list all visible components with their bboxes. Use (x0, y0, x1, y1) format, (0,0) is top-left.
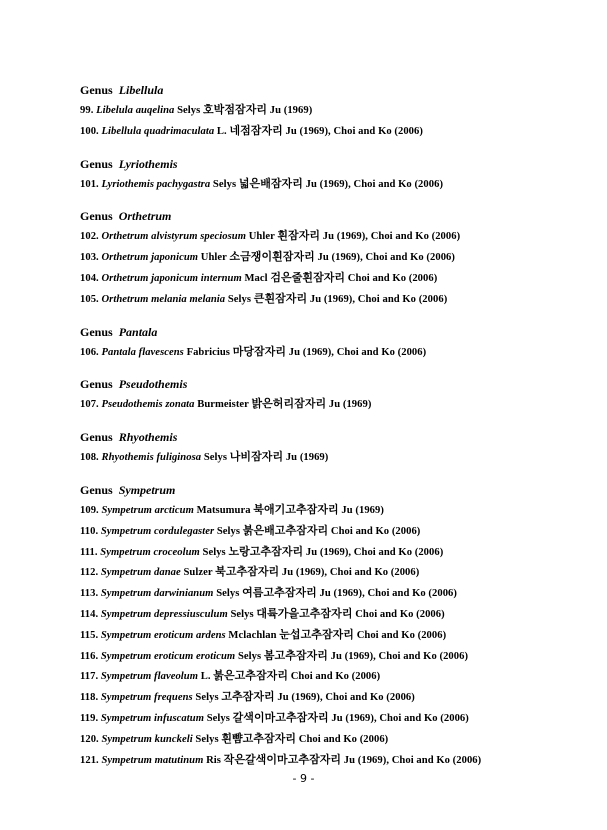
references: Ju (1969), Choi and Ko (2006) (305, 546, 444, 558)
entry-number: 109. (80, 504, 99, 516)
species-name: Libelula auqelina (96, 105, 175, 116)
genus-name: Rhyothemis (118, 430, 178, 445)
species-entry (80, 247, 580, 268)
species-name: Sympetrum darwinianum (100, 588, 214, 600)
korean-name: 북애기고추잠자리 (253, 502, 339, 516)
species-name: Orthetrum alvistyrum speciosum (101, 231, 246, 243)
korean-name: 네점잠자리 (229, 123, 283, 137)
references: Choi and Ko (2006) (290, 671, 381, 683)
species-name: Sympetrum eroticum ardens (100, 629, 226, 641)
references: Ju (1969), Choi and Ko (2006) (343, 754, 482, 766)
author-name: L. (216, 125, 227, 137)
references: Ju (1969), Choi and Ko (2006) (277, 692, 415, 704)
entry-number: 101. (80, 178, 99, 190)
korean-name: 봄고추잠자리 (263, 648, 328, 662)
genus-heading (80, 208, 580, 224)
entry-number: 114. (80, 608, 99, 620)
author-name: Sulzer (183, 567, 213, 579)
species-name: Sympetrum arcticum (101, 504, 194, 516)
species-entry (80, 708, 580, 729)
genus-heading (80, 82, 580, 98)
korean-name: 대륙가을고추잠자리 (256, 606, 353, 620)
references: Ju (1969) (328, 399, 372, 411)
author-name: Selys (202, 546, 226, 558)
korean-name: 소금쟁이흰잠자리 (229, 250, 315, 264)
species-name: Sympetrum matutinum (101, 754, 204, 766)
author-name: Selys (195, 733, 219, 745)
genus-name: Orthetrum (118, 209, 172, 224)
document-body (80, 82, 580, 784)
author-name: Selys (237, 650, 262, 662)
entry-number: 112. (80, 567, 99, 579)
korean-name: 붉은고추잠자리 (213, 669, 289, 683)
genus-section (80, 482, 580, 770)
references: Ju (1969), Choi and Ko (2006) (317, 252, 455, 264)
korean-name: 붉은배고추잠자리 (242, 523, 329, 537)
korean-name: 갈색이마고추잠자리 (232, 710, 329, 724)
entry-number: 121. (80, 754, 99, 766)
korean-name: 여름고추잠자리 (242, 586, 317, 600)
korean-name: 북고추잠자리 (215, 565, 280, 579)
species-name: Sympetrum flaveolum (100, 671, 199, 683)
korean-name: 호박점잠자리 (202, 103, 268, 116)
references: Choi and Ko (2006) (356, 629, 447, 641)
korean-name: 노랑고추잠자리 (228, 544, 304, 558)
entry-number: 105. (80, 293, 99, 305)
species-name: Sympetrum cordulegaster (100, 525, 215, 537)
genus-heading (80, 482, 580, 498)
species-entry (80, 500, 580, 521)
genus-name: Lyriothemis (118, 156, 178, 171)
species-name: Sympetrum depressiusculum (100, 608, 228, 620)
species-entry (80, 646, 580, 667)
genus-heading (80, 429, 580, 445)
references: Ju (1969), Choi and Ko (2006) (288, 346, 427, 358)
genus-section (80, 324, 580, 363)
references: Choi and Ko (2006) (347, 272, 438, 284)
author-name: Selys (216, 525, 241, 537)
genus-prefix: Genus (80, 430, 113, 445)
entry-number: 104. (80, 272, 99, 284)
author-name: Matsumura (196, 504, 251, 516)
species-entry (80, 342, 580, 363)
species-entry (80, 562, 580, 583)
species-entry (80, 394, 580, 415)
author-name: Burmeister (197, 399, 249, 411)
species-name: Lyriothemis pachygastra (101, 178, 211, 190)
species-entry (80, 625, 580, 646)
genus-section (80, 208, 580, 309)
references: Ju (1969), Choi and Ko (2006) (331, 712, 469, 724)
genus-name: Sympetrum (118, 482, 176, 497)
entry-number: 115. (80, 629, 99, 641)
author-name: L. (200, 671, 211, 683)
entry-number: 110. (80, 525, 99, 537)
genus-name: Pseudothemis (118, 377, 188, 392)
genus-heading (80, 156, 580, 172)
entry-number: 102. (80, 231, 99, 243)
species-entry (80, 542, 580, 563)
genus-section (80, 82, 580, 142)
species-entry (80, 666, 580, 687)
species-name: Orthetrum japonicum internum (101, 272, 242, 284)
entry-number: 111. (80, 546, 98, 558)
korean-name: 나비잠자리 (229, 450, 284, 464)
entry-number: 107. (80, 399, 99, 411)
author-name: Selys (212, 178, 237, 190)
species-entry (80, 100, 580, 121)
genus-prefix: Genus (80, 209, 113, 224)
species-name: Orthetrum melania melania (101, 293, 226, 305)
species-name: Orthetrum japonicum (101, 252, 199, 264)
entry-number: 100. (80, 125, 99, 137)
references: Ju (1969), Choi and Ko (2006) (330, 650, 469, 662)
korean-name: 고추잠자리 (221, 690, 275, 704)
author-name: Ris (206, 754, 221, 766)
species-name: Sympetrum frequens (100, 692, 193, 704)
entry-number: 108. (80, 452, 99, 464)
genus-section (80, 376, 580, 415)
korean-name: 큰흰잠자리 (253, 291, 308, 305)
references: Ju (1969) (285, 452, 329, 464)
korean-name: 마당잠자리 (232, 344, 287, 358)
genus-prefix: Genus (80, 377, 113, 392)
references: Ju (1969) (341, 504, 384, 516)
species-name: Sympetrum croceolum (100, 546, 200, 558)
korean-name: 밝은허리잠자리 (251, 397, 327, 411)
author-name: Selys (230, 608, 254, 620)
species-entry (80, 583, 580, 604)
page-number: - 9 - (292, 772, 315, 785)
author-name: Macl (244, 272, 268, 284)
references: Choi and Ko (2006) (298, 733, 389, 745)
references: Ju (1969), Choi and Ko (2006) (285, 125, 423, 137)
species-name: Sympetrum infuscatum (100, 712, 204, 724)
references: Ju (1969), Choi and Ko (2006) (305, 178, 444, 190)
author-name: Selys (203, 452, 228, 464)
entry-number: 120. (80, 733, 99, 745)
author-name: Selys (195, 692, 219, 704)
author-name: Mclachlan (228, 629, 277, 641)
entry-number: 117. (80, 671, 99, 683)
entry-number: 99. (80, 105, 94, 116)
species-name: Sympetrum eroticum eroticum (100, 650, 236, 662)
entry-number: 103. (80, 252, 99, 264)
korean-name: 작은갈색이마고추잠자리 (223, 752, 342, 766)
references: Ju (1969) (269, 105, 313, 116)
author-name: Uhler (248, 231, 275, 243)
korean-name: 넓은배잠자리 (238, 176, 303, 190)
species-name: Sympetrum kunckeli (101, 733, 193, 745)
korean-name: 검은줄흰잠자리 (270, 270, 346, 284)
author-name: Selys (206, 712, 230, 724)
author-name: Uhler (200, 252, 227, 264)
genus-section (80, 156, 580, 195)
species-name: Libellula quadrimaculata (101, 125, 215, 137)
genus-section (80, 429, 580, 468)
species-entry (80, 750, 580, 771)
species-entry (80, 289, 580, 310)
author-name: Selys (177, 105, 201, 116)
korean-name: 흰잠자리 (277, 229, 321, 243)
genus-prefix: Genus (80, 482, 113, 497)
entry-number: 106. (80, 346, 99, 358)
species-entry (80, 268, 580, 289)
species-entry (80, 729, 580, 750)
species-entry (80, 226, 580, 247)
genus-name: Libellula (118, 83, 164, 97)
korean-name: 눈섭고추잠자리 (279, 627, 354, 641)
references: Ju (1969), Choi and Ko (2006) (322, 231, 461, 243)
entry-number: 113. (80, 588, 99, 600)
genus-heading (80, 376, 580, 392)
genus-prefix: Genus (80, 156, 113, 171)
references: Ju (1969), Choi and Ko (2006) (281, 567, 420, 579)
references: Ju (1969), Choi and Ko (2006) (319, 588, 457, 600)
species-entry (80, 174, 580, 195)
entry-number: 119. (80, 712, 99, 724)
species-name: Rhyothemis fuliginosa (101, 452, 202, 464)
entry-number: 116. (80, 650, 99, 662)
korean-name: 흰뺨고추잠자리 (221, 731, 297, 745)
species-entry (80, 447, 580, 468)
species-entry (80, 121, 580, 142)
genus-prefix: Genus (80, 83, 113, 97)
genus-prefix: Genus (80, 324, 113, 339)
species-entry (80, 687, 580, 708)
references: Choi and Ko (2006) (355, 608, 445, 620)
author-name: Selys (216, 588, 240, 600)
species-entry (80, 604, 580, 625)
species-name: Pantala flavescens (101, 346, 184, 358)
references: Choi and Ko (2006) (330, 525, 421, 537)
author-name: Fabricius (186, 346, 230, 358)
genus-name: Pantala (118, 324, 158, 339)
references: Ju (1969), Choi and Ko (2006) (309, 293, 448, 305)
species-name: Pseudothemis zonata (101, 399, 195, 411)
genus-heading (80, 324, 580, 340)
author-name: Selys (227, 293, 252, 305)
species-name: Sympetrum danae (100, 567, 181, 579)
species-entry (80, 521, 580, 542)
entry-number: 118. (80, 692, 99, 704)
